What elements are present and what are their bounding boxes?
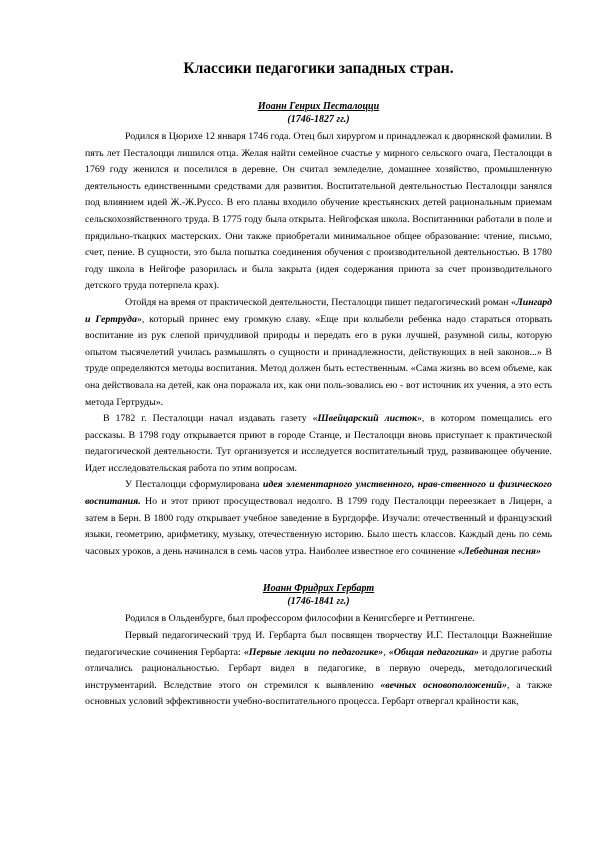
paragraph-text: У Песталоцци сформулирована — [125, 479, 263, 491]
paragraph-text: Отойдя на время от практической деятельности, Песталоцци пишет педагогический роман « — [125, 296, 516, 308]
emphasis-idea: идея элементарного умственного, нрав-ственного и физического воспитания. — [85, 479, 552, 508]
paragraph-text: В 1782 г. Песталоцци начал издавать газету « — [103, 413, 318, 425]
work-title: «Лебединая песня» — [457, 545, 541, 557]
document-title: Классики педагогики западных стран. — [183, 60, 454, 77]
work-title: «Первые лекции по педагогике» — [243, 646, 384, 658]
work-title: «Общая педагогика» — [388, 646, 479, 658]
paragraph — [85, 611, 552, 628]
section-heading-herbart: Иоанн Фридрих Гербарт — [262, 583, 375, 595]
paragraph-text: », который принес ему громкую славу. «Еще при колыбели ребенка надо стараться оторвать воспитание из рук слепой причудливой природы и передать его в руки лучшей, разумной силы, которую опытом тысячелетий училась размышлять о сущности и принадлежности, действующих в ней законов...» В труде определяются методы воспитания. Метод должен быть естественным. «Сама жизнь во всем объеме, как она действовала на детей, как она поражала их, как они поль-зовались ею - вот источник их учения, а это есть метода Гертруды». — [85, 313, 553, 408]
paragraph-text: Но и этот приют просуществовал недолго. В 1799 году Песталоцци переезжает в Лицерн, а затем в Берн. В 1800 году открывает учебное заведение в Бургдорфе. Изучали: отечественный и французский языки, геометрию, арифметику, музыку, отечественную историю. Было шесть классов. Каждый день по семь часовых уроков, а день начинался в семь часов утра. Наиболее известное его сочинение — [85, 496, 552, 557]
section-heading-pestalozzi: Иоанн Генрих Песталоцци — [257, 101, 380, 112]
newspaper-title: Швейцарский листок — [317, 413, 417, 425]
paragraph — [85, 295, 552, 411]
paragraph — [85, 477, 552, 560]
section-years-pestalozzi: (1746-1827 гг.) — [287, 114, 350, 125]
paragraph-text: , — [383, 646, 389, 658]
document-body — [85, 60, 552, 711]
paragraph — [85, 129, 552, 295]
paragraph-text: , а также основных условий эффективности учебно-воспитательного процесса. Гербарт отвергал крайности как, — [85, 679, 552, 708]
paragraph-text: Родился в Цюрихе 12 января 1746 года. Отец был хирургом и принадлежал к дворянской фамилии. В пять лет Песталоцци лишился отца. Желая найти семейное счастье у мирного сельского очага, Песталоцци в 1769 году женился и поселился в деревне. Он считал земледелие, домашнее хозяйство, промышленную деятельность единственными средствами для развития. Воспитательной деятельностью Песталоцци занялся под влиянием идей Ж.-Ж.Руссо. В его планы входило обучение крестьянских детей рациональным приемам сельскохозяйственного труда. В 1775 году была открыта. Нейгофская школа. Воспитанники работали в поле и прядильно-ткацких мастерских. Они также приобретали минимальное общее образование: чтение, письмо, счет, пение. В сущности, это была попытка соединения обучения с производительной деятельностью. В 1780 году школа в Нейгофе разорилась и была закрыта (идея содержания приюта за счет производительного детского труда потерпела крах). — [85, 131, 552, 292]
emphasis-phrase: «вечных основоположений» — [380, 679, 507, 691]
paragraph-text: Родился в Ольденбурге, был профессором философии в Кенигсберге и Реттингене. — [125, 613, 475, 625]
novel-title: Лингард и Гертруда — [85, 296, 552, 325]
paragraph-text: », в котором помещались его рассказы. В 1798 году открывается приют в городе Станце, и Песталоцци вновь приступает к практической педагогической деятельности. Тут организуется и исследуется воспитательный труд, развивающее обучение. Идет исследовательская работа по этим вопросам. — [85, 413, 552, 474]
paragraph — [85, 411, 552, 477]
paragraph — [85, 628, 552, 711]
paragraph-text: и другие работы отличались рациональностью. Гербарт видел в педагогике, в первую очередь, методологический инструментарий. Вследствие этого он стремился к выявлению — [85, 646, 552, 691]
section-years-herbart: (1746-1841 гг.) — [287, 596, 350, 608]
paragraph-text: Первый педагогический труд И. Гербарта был посвящен творчеству И.Г. Песталоцци Важнейшие педагогические сочинения Гербарта: — [85, 630, 552, 658]
